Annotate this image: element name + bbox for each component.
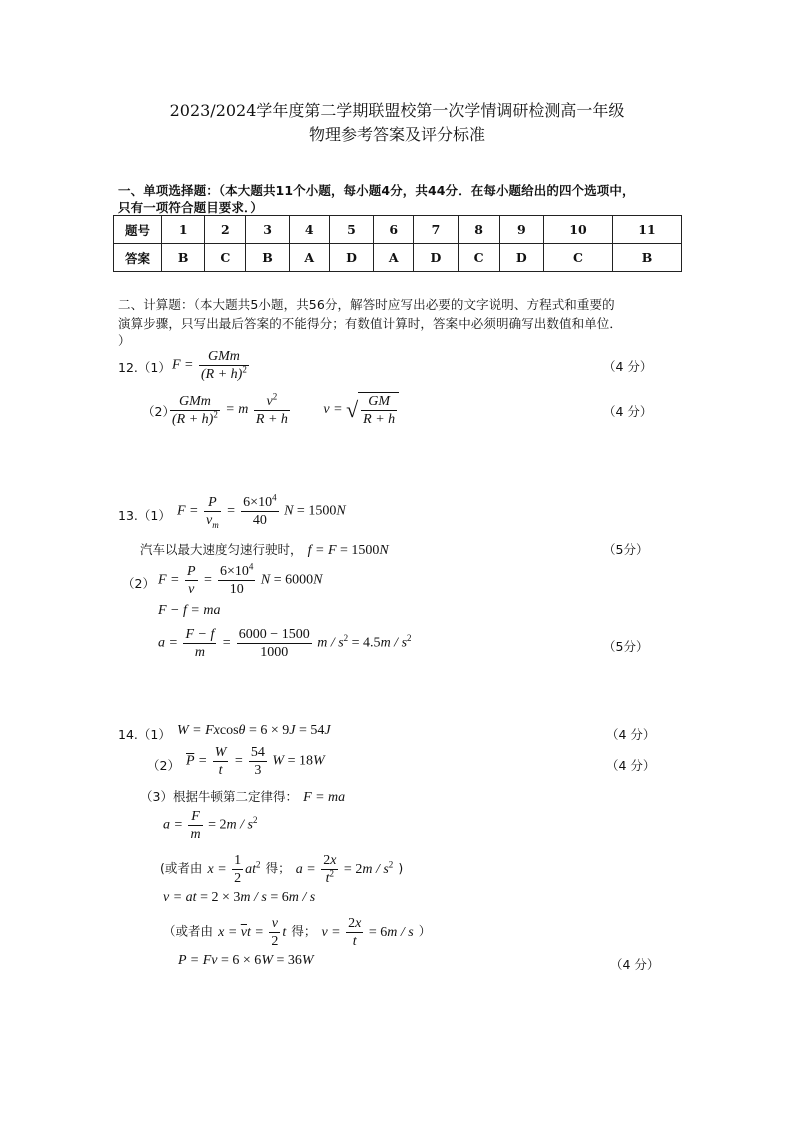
q14-alt1-formula-x: x = $\frac{1}{2}$ $at^2$ bbox=[207, 853, 261, 886]
q14-formula-velocity: v = at = 2 × 3m / s = 6m / s bbox=[163, 890, 316, 905]
q14-score-1: （4 分） bbox=[606, 727, 656, 742]
question-number: 5 bbox=[329, 216, 373, 244]
question-number: 3 bbox=[246, 216, 289, 244]
q13-score-2: （5分） bbox=[603, 639, 649, 654]
q13-formula-2: F = $\frac{P}{v}$ = $\frac{6\times 10^4}{10}$ N = 6000N bbox=[158, 561, 323, 597]
question-number: 9 bbox=[499, 216, 543, 244]
q14-label: 14.（1） bbox=[118, 727, 171, 742]
answer-cell: C bbox=[205, 244, 246, 272]
q14-formula-1: W = Fxcosθ = 6 × 9J = 54J bbox=[177, 723, 331, 738]
q12-part2-label: （2） bbox=[142, 404, 175, 419]
q13-text-1: 汽车以最大速度匀速行驶时， bbox=[140, 542, 303, 557]
answer-cell: D bbox=[499, 244, 543, 272]
q14-formula-acc: a = $\frac{F}{m}$ = $2m / s^2$ bbox=[163, 809, 258, 842]
section1-heading-line1: 一、单项选择题：（本大题共11个小题，每小题4分，共44分．在每小题给出的四个选项中， bbox=[118, 183, 635, 198]
q14-part2-label: （2） bbox=[147, 758, 180, 773]
q12-formula-2: $\frac{\text{GMm}}{(R + h)^2}$ = m $\frac{v^2}{R + h}$ v = √ $\frac{GM}{R + h}$ bbox=[168, 392, 399, 428]
q14-score-3: （4 分） bbox=[610, 957, 660, 972]
answer-cell: A bbox=[289, 244, 329, 272]
q14-part3-label: （3）根据牛顿第二定律得： bbox=[140, 789, 298, 804]
section2-heading-line2: 演算步骤，只写出最后答案的不能得分；有数值计算时，答案中必须明确写出数值和单位． bbox=[118, 316, 623, 331]
q12-score-2: （4 分） bbox=[603, 404, 653, 419]
document-title-line2: 物理参考答案及评分标准 bbox=[308, 125, 485, 144]
answer-cell: B bbox=[162, 244, 205, 272]
q14-score-2: （4 分） bbox=[606, 758, 656, 773]
answer-cell: B bbox=[246, 244, 289, 272]
q14-alt2-line bbox=[163, 915, 431, 950]
document-title-line1: 2023/2024学年度第二学期联盟校第一次学情调研检测高一年级 bbox=[169, 101, 625, 120]
q13-formula-4: a = $\frac{F - f}{m}$ = $\frac{6000 - 1500}{1000}$ $m / s^2 = 4.5m / s^2$ bbox=[158, 627, 412, 660]
section2-heading-line1: 二、计算题：（本大题共5小题，共56分，解答时应写出必要的文字说明、方程式和重要的 bbox=[118, 297, 615, 312]
question-number: 2 bbox=[205, 216, 246, 244]
q13-label: 13.（1） bbox=[118, 508, 171, 523]
answer-cell: D bbox=[329, 244, 373, 272]
row-label-number: 题号 bbox=[114, 216, 162, 244]
table-row-answers bbox=[114, 244, 682, 272]
q14-alt1-mid: 得； bbox=[265, 860, 291, 876]
q14-alt2-formula-v: v = $\frac{2x}{t}$ = 6m / s bbox=[321, 916, 414, 949]
answer-cell: C bbox=[544, 244, 613, 272]
q14-alt1-formula-a: a = $\frac{2x}{t^2}$ = $2m / s^2$ bbox=[295, 853, 394, 886]
section1-heading-line2: 只有一项符合题目要求．） bbox=[118, 200, 263, 215]
question-number: 7 bbox=[414, 216, 458, 244]
q13-score-1: （5分） bbox=[603, 542, 649, 557]
answer-cell: B bbox=[612, 244, 681, 272]
q13-part2-label: （2） bbox=[122, 576, 155, 591]
question-number: 8 bbox=[458, 216, 499, 244]
question-number: 6 bbox=[374, 216, 414, 244]
table-row-numbers bbox=[114, 216, 682, 244]
q14-newton-formula: F = ma bbox=[303, 790, 346, 805]
q13-formula-1: F = $\frac{P}{v_m}$ = $\frac{6\times 10^4}{40}$ N = 1500N bbox=[177, 492, 346, 530]
answer-cell: D bbox=[414, 244, 458, 272]
answer-cell: A bbox=[374, 244, 414, 272]
q14-alt2-formula-x: $x = \overline{v}t$ = $\frac{v}{2}$ t bbox=[218, 916, 287, 949]
q14-alt2-mid: 得； bbox=[291, 923, 317, 939]
q14-part3-line bbox=[140, 786, 345, 806]
q13-line-2 bbox=[140, 539, 389, 559]
row-label-answer: 答案 bbox=[114, 244, 162, 272]
answer-cell: C bbox=[458, 244, 499, 272]
q14-alt2-prefix: （或者由 bbox=[163, 923, 214, 939]
section2-heading-line3: ） bbox=[118, 333, 131, 348]
question-number: 11 bbox=[612, 216, 681, 244]
question-number: 10 bbox=[544, 216, 613, 244]
q12-score-1: （4 分） bbox=[603, 359, 653, 374]
q13-formula-friction: f = F = 1500N bbox=[307, 543, 389, 558]
q14-formula-2: $\overline{P}$ = $\frac{W}{t}$ = $\frac{54}{3}$ W = 18W bbox=[186, 745, 325, 778]
question-number: 4 bbox=[289, 216, 329, 244]
q12-label: 12.（1） bbox=[118, 360, 171, 375]
q14-alt1-suffix: ) bbox=[398, 860, 404, 876]
question-number: 1 bbox=[162, 216, 205, 244]
q12-formula-1: F = $\frac{\text{GMm}}{(R + h)^2}$ bbox=[172, 349, 247, 382]
q13-formula-3: F − f = ma bbox=[158, 603, 221, 618]
answer-table bbox=[113, 215, 682, 272]
q14-alt2-suffix: ） bbox=[418, 923, 432, 939]
q14-alt1-prefix: (或者由 bbox=[160, 860, 203, 876]
q14-alt1-line bbox=[160, 852, 403, 887]
q14-formula-power: P = Fv = 6 × 6W = 36W bbox=[178, 953, 314, 968]
